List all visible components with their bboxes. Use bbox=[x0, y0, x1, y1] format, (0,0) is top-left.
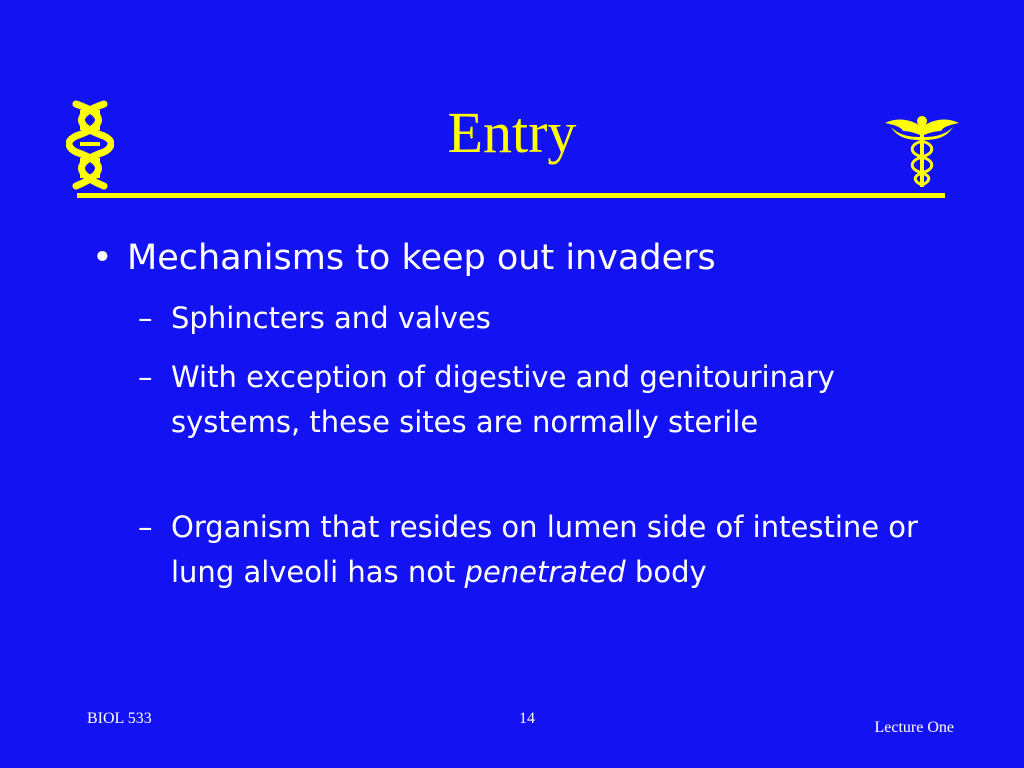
caduceus-icon bbox=[885, 113, 959, 191]
slide-title: Entry bbox=[447, 100, 577, 165]
sub-bullet-text: With exception of digestive and genitourinary systems, these sites are normally sterile bbox=[171, 360, 835, 439]
sub-bullet-marker: – bbox=[138, 301, 153, 335]
title-divider bbox=[77, 193, 945, 198]
sub-bullet-text: Sphincters and valves bbox=[171, 301, 491, 335]
bullet-text: Mechanisms to keep out invaders bbox=[127, 238, 716, 278]
sub-bullet-marker: – bbox=[138, 360, 153, 394]
footer-course: BIOL 533 bbox=[87, 710, 152, 727]
sub-bullet-text-end: body bbox=[625, 555, 707, 589]
footer-lecture: Lecture One bbox=[874, 719, 954, 736]
sub-bullet-text-start: Organism that resides on lumen side of intestine or lung alveoli has not bbox=[171, 510, 918, 589]
emphasized-word: penetrated bbox=[464, 555, 626, 589]
sub-bullet-marker: – bbox=[138, 510, 153, 544]
footer-page-number: 14 bbox=[519, 710, 535, 727]
sub-bullet-text bbox=[171, 505, 931, 595]
bullet-marker: • bbox=[92, 238, 113, 278]
